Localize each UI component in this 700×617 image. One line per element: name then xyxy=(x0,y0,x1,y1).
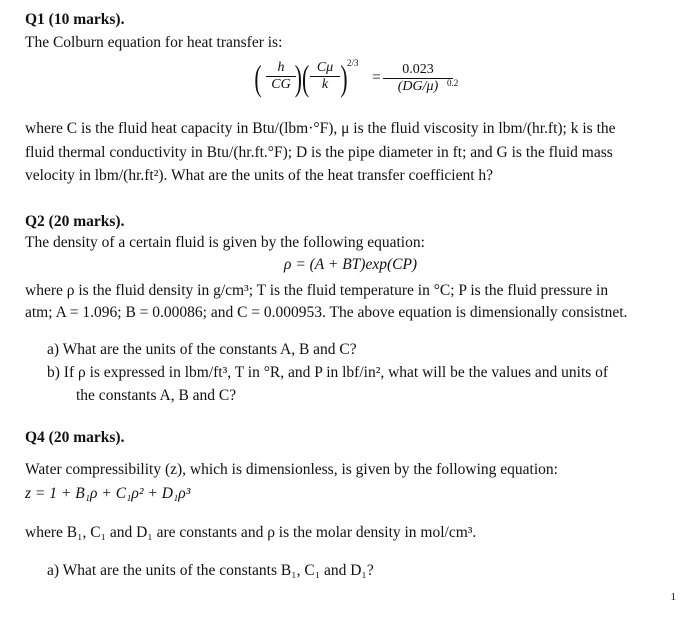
q2-part-a: a) What are the units of the constants A, B and C? xyxy=(47,341,357,358)
q2-part-b-line-1: b) If ρ is expressed in lbm/ft³, T in °R, and P in lbf/in², what will be the values and units of xyxy=(47,364,609,381)
q4-body: where B₁, C₁ and D₁ are constants and ρ is the molar density in mol/cm³. xyxy=(25,524,477,541)
q4-part-a: a) What are the units of the constants B₁, C₁ and D₁? xyxy=(47,562,374,579)
q2-body-line-1: where ρ is the fluid density in g/cm³; T is the fluid temperature in °C; P is the fluid pressure in xyxy=(25,282,609,299)
eq-rhs-num: 0.023 xyxy=(383,62,453,79)
q1-body-line-3: velocity in lbm/(hr.ft²). What are the units of the heat transfer coefficient h? xyxy=(25,167,494,184)
q1-body-line-2: fluid thermal conductivity in Btu/(hr.ft.°F); D is the pipe diameter in ft; and G is the fluid mass xyxy=(25,144,613,161)
q4-intro: Water compressibility (z), which is dimensionless, is given by the following equation: xyxy=(25,461,558,478)
eq-k: k xyxy=(321,77,329,92)
q4-equation: z = 1 + B₁ρ + C₁ρ² + D₁ρ³ xyxy=(25,485,191,502)
q2-equation: ρ = (A + BT)exp(CP) xyxy=(284,256,418,273)
q2-body-line-2: atm; A = 1.096; B = 0.00086; and C = 0.000953. The above equation is dimensionally consistnet. xyxy=(25,304,628,321)
q1-heading: Q1 (10 marks). xyxy=(25,11,125,28)
eq-exponent: 2/3 xyxy=(347,58,359,68)
q2-heading: Q2 (20 marks). xyxy=(25,213,125,230)
q2-part-b-line-2: the constants A, B and C? xyxy=(76,387,237,404)
q1-intro: The Colburn equation for heat transfer is: xyxy=(25,34,283,51)
eq-rhs-exp: 0.2 xyxy=(447,78,459,88)
q2-intro: The density of a certain fluid is given by the following equation: xyxy=(25,234,425,251)
eq-h: h xyxy=(266,60,296,77)
q4-heading: Q4 (20 marks). xyxy=(25,429,125,446)
page-number: 1 xyxy=(670,591,676,603)
eq-rhs-den: (DG/μ) xyxy=(397,79,439,94)
eq-cmu: Cμ xyxy=(310,60,340,77)
eq-cg: CG xyxy=(271,77,291,92)
eq-equals: = xyxy=(372,69,381,86)
q1-body-line-1: where C is the fluid heat capacity in Btu/(lbm·°F), μ is the fluid viscosity in lbm/(hr.ft); k is the xyxy=(25,120,616,137)
